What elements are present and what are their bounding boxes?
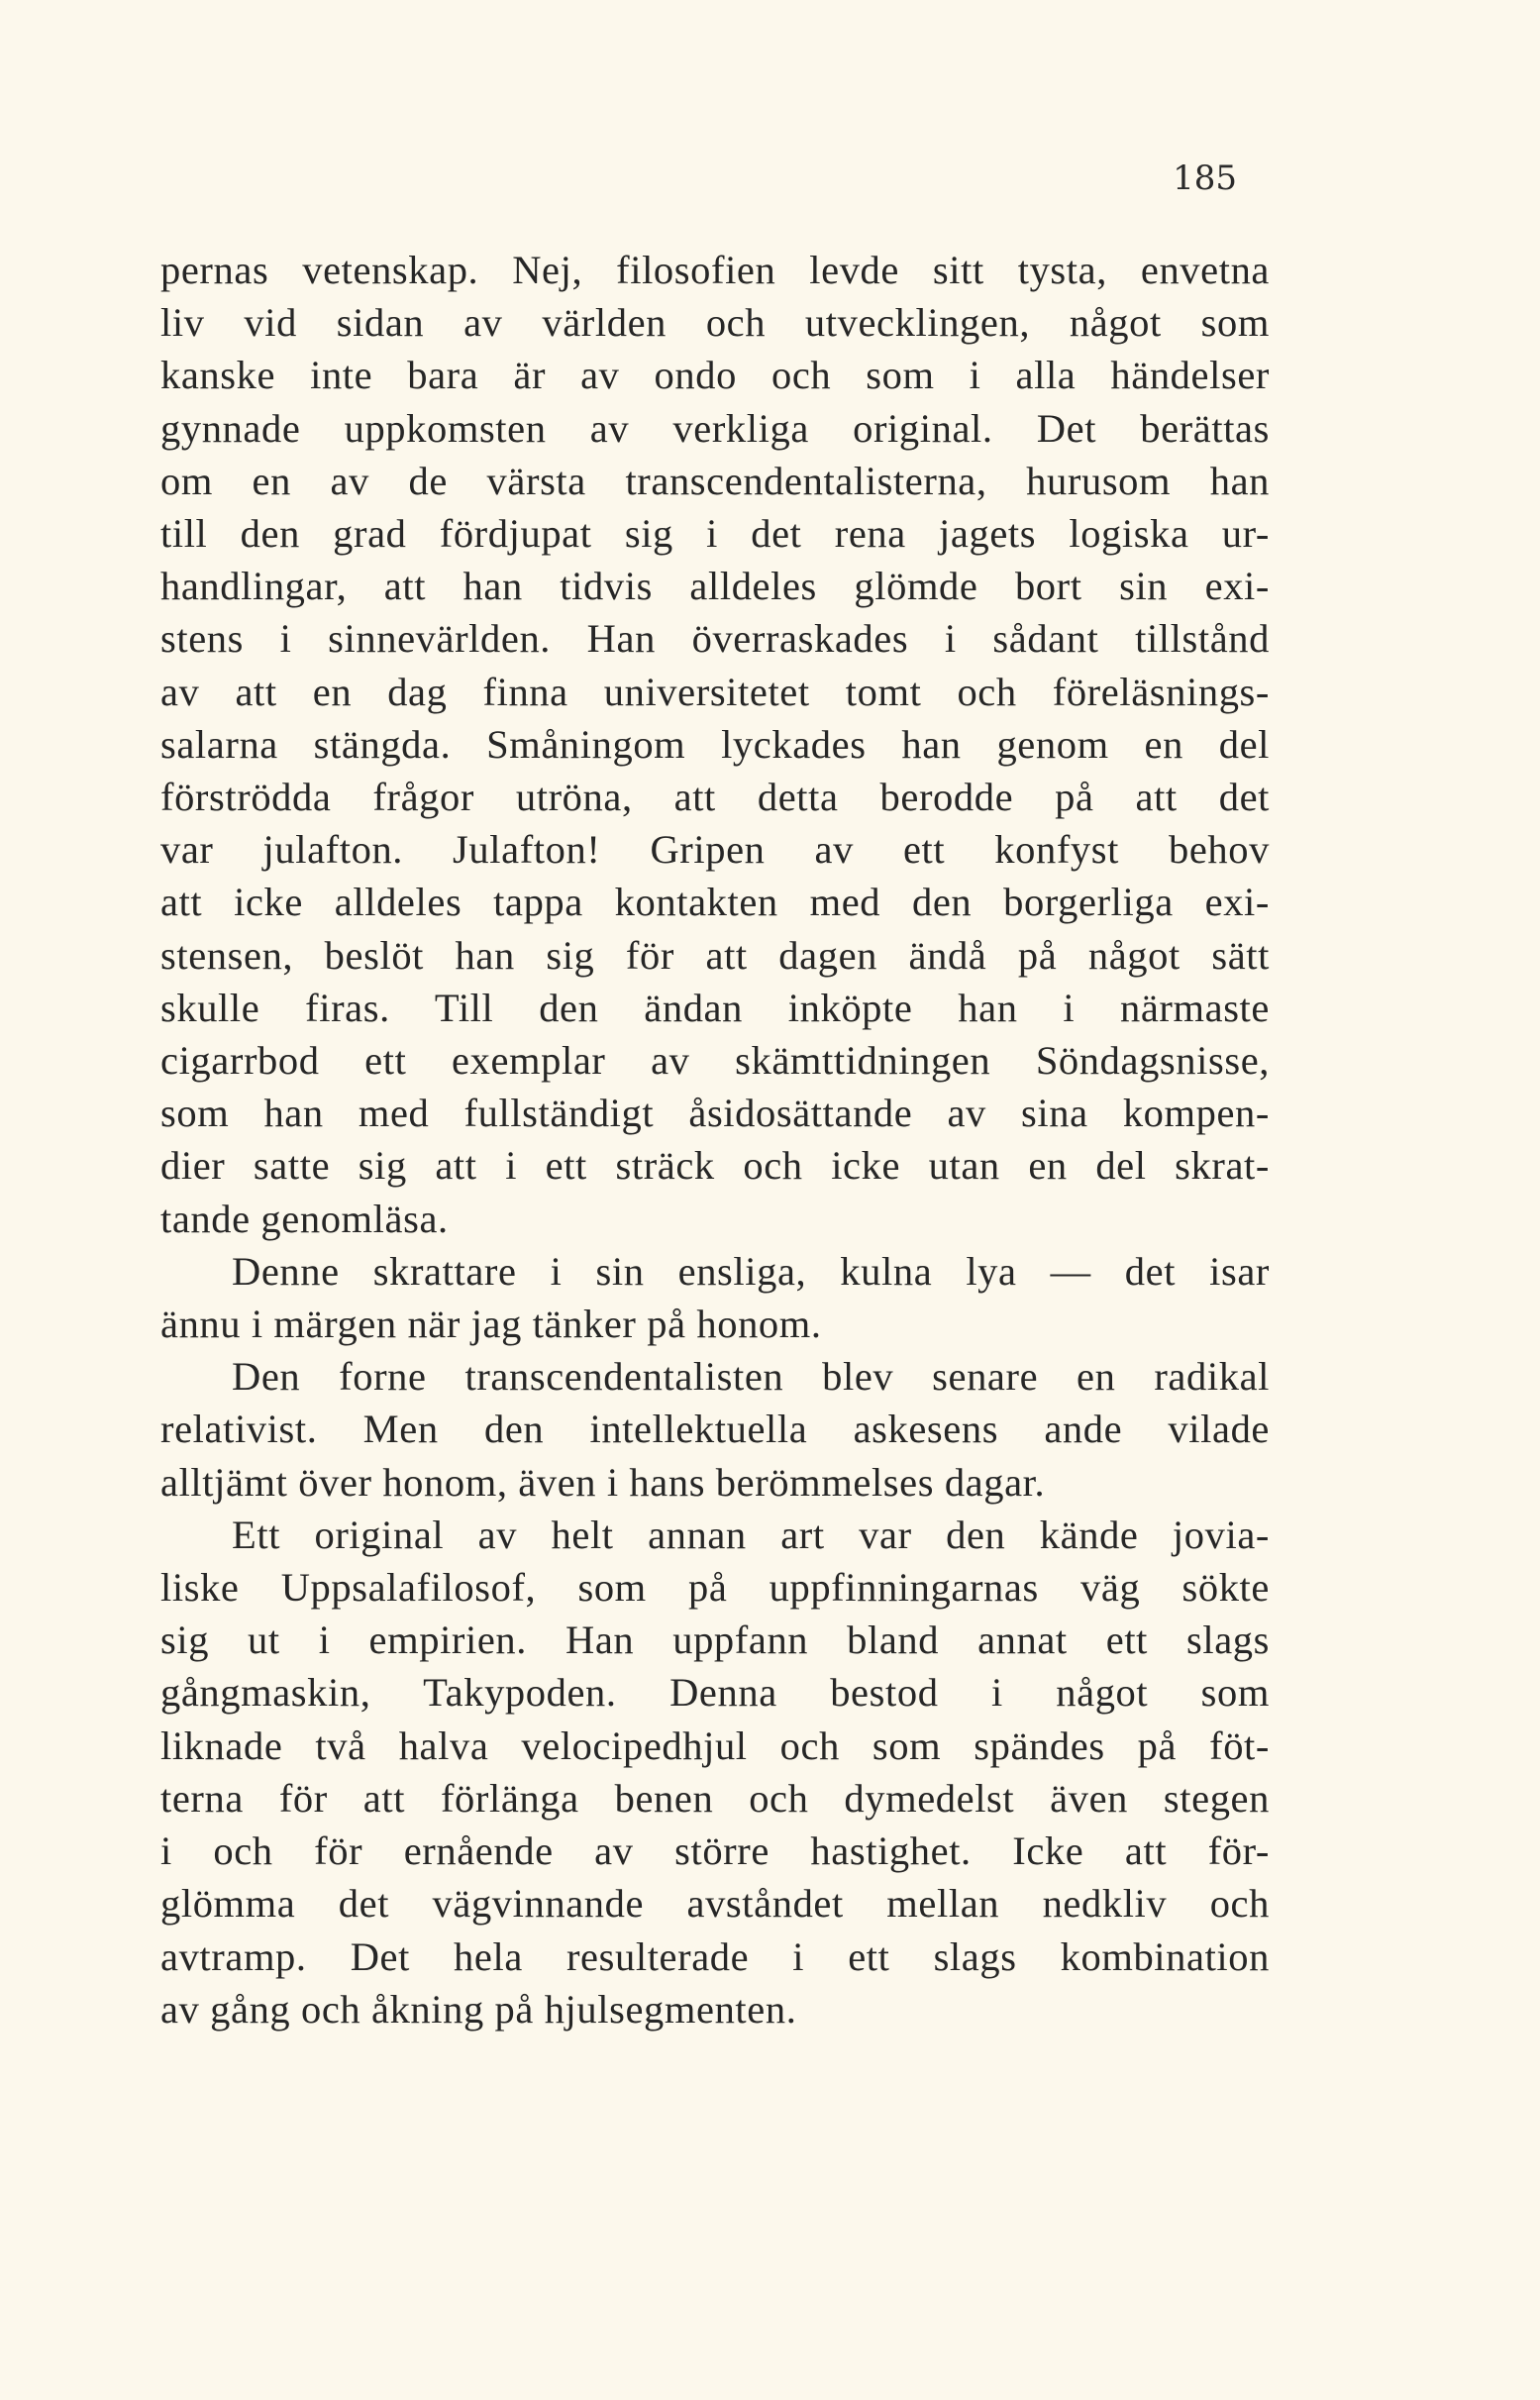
text-line: liknade två halva velocipedhjul och som spändes på föt- xyxy=(160,1722,1270,1768)
text-line: pernas vetenskap. Nej, filosofien levde sitt tysta, envetna xyxy=(160,248,1270,292)
text-line: handlingar, att han tidvis alldeles glömde bort sin exi- xyxy=(160,564,1270,609)
text-line: ännu i märgen när jag tänker på honom. xyxy=(160,1302,822,1347)
text-line: av att en dag finna universitetet tomt och föreläsnings- xyxy=(160,669,1270,714)
text-line: avtramp. Det hela resulterade i ett slags kombination xyxy=(160,1933,1270,1979)
text-line: liske Uppsalafilosof, som på uppfinningarnas väg sökte xyxy=(160,1565,1270,1611)
text-line: alltjämt över honom, även i hans berömmelses dagar. xyxy=(160,1459,1046,1505)
text-line: stensen, beslöt han sig för att dagen ändå på något sätt xyxy=(160,932,1270,978)
text-line: skulle firas. Till den ändan inköpte han i närmaste xyxy=(160,985,1270,1030)
text-line: glömma det vägvinnande avståndet mellan nedkliv och xyxy=(160,1881,1270,1927)
body-text xyxy=(160,244,1270,2035)
text-line: gångmaskin, Takypoden. Denna bestod i något som xyxy=(160,1670,1270,1716)
text-line: om en av de värsta transcendentalisterna, hurusom han xyxy=(160,458,1270,503)
text-line: var julafton. Julafton! Gripen av ett konfyst behov xyxy=(160,827,1270,873)
text-line: i och för ernående av större hastighet. Icke att för- xyxy=(160,1828,1270,1874)
text-line: sig ut i empirien. Han uppfann bland annat ett slags xyxy=(160,1617,1270,1663)
text-line: terna för att förlänga benen och dymedelst även stegen xyxy=(160,1775,1270,1821)
text-line: stens i sinnevärlden. Han överraskades i sådant tillstånd xyxy=(160,616,1270,662)
text-line: tande genomläsa. xyxy=(160,1196,449,1241)
text-line: relativist. Men den intellektuella askesens ande vilade xyxy=(160,1407,1270,1452)
text-line: Ett original av helt annan art var den kände jovia- xyxy=(232,1512,1270,1557)
text-line: till den grad fördjupat sig i det rena jagets logiska ur- xyxy=(160,511,1270,557)
text-line: som han med fullständigt åsidosättande av sina kompen- xyxy=(160,1091,1270,1136)
text-line: liv vid sidan av världen och utvecklingen, något som xyxy=(160,300,1270,346)
text-line: gynnade uppkomsten av verkliga original. Det berättas xyxy=(160,405,1270,451)
text-line: dier satte sig att i ett sträck och icke utan en del skrat- xyxy=(160,1143,1270,1189)
page-number: 185 xyxy=(1173,158,1237,198)
text-line: cigarrbod ett exemplar av skämttidningen Söndagsnisse, xyxy=(160,1038,1270,1084)
text-line: av gång och åkning på hjulsegmenten. xyxy=(160,1986,797,2032)
text-line: att icke alldeles tappa kontakten med den borgerliga exi- xyxy=(160,880,1270,925)
text-line: Denne skrattare i sin ensliga, kulna lya — det isar xyxy=(232,1248,1270,1294)
text-line: förströdda frågor utröna, att detta berodde på att det xyxy=(160,775,1270,820)
text-line: kanske inte bara är av ondo och som i alla händelser xyxy=(160,353,1270,398)
text-line: Den forne transcendentalisten blev senare en radikal xyxy=(232,1354,1270,1400)
text-line: salarna stängda. Småningom lyckades han genom en del xyxy=(160,721,1270,767)
